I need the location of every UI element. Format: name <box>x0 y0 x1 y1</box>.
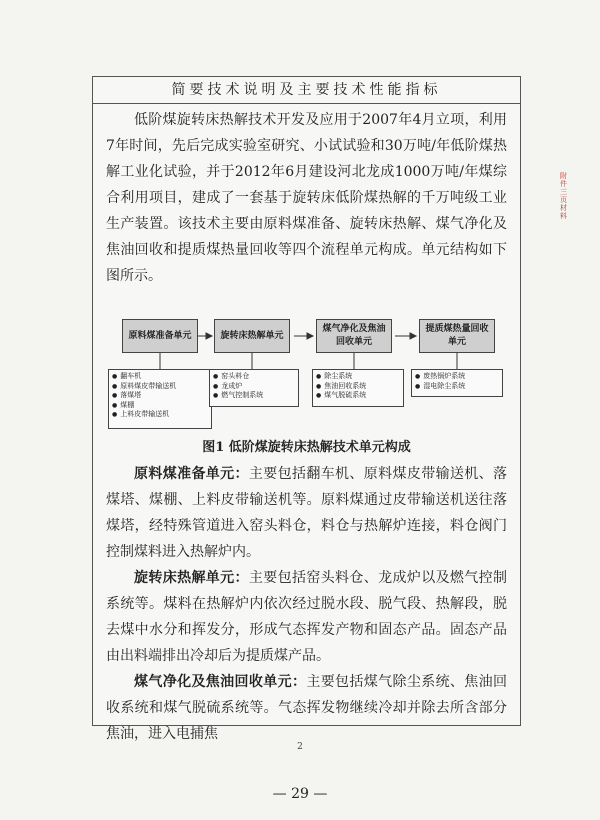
list-item: ● 落煤塔 <box>112 391 208 401</box>
inner-page-number: 2 <box>297 742 303 752</box>
process-flow-diagram <box>106 303 506 429</box>
paragraph-text: 主要包括窑头料仓、龙成炉以及燃气控制系统等。煤料在热解炉内依次经过脱水段、脱气段、热解段，脱去煤中水分和挥发分，形成气态挥发产物和固态产品。固态产品由出料端排出冷却后为提质煤产品。 <box>106 570 508 664</box>
intro-paragraph: 低阶煤旋转床热解技术开发及应用于2007年4月立项，利用7年时间，先后完成实验室研究、小试试验和30万吨/年低阶煤热解工业化试验，并于2012年6月建设河北龙成1000万吨/年煤综合利用项目，建成了一套基于旋转床低阶煤热解的千万吨级工业生产装置。该技术主要由原料煤准备、旋转床热解、煤气净化及焦油回收和提质煤热量回收等四个流程单元构成。单元结构如下图所示。 <box>106 112 507 284</box>
figure-caption: 图1 低阶煤旋转床热解技术单元构成 <box>202 440 411 455</box>
paragraph-text: 主要包括煤气除尘系统、焦油回收系统和煤气脱硫系统等。气态挥发物继续冷却并除去所含部分焦油，进入电捕焦 <box>106 674 508 742</box>
document-body <box>93 104 520 747</box>
heat-recovery-items <box>411 369 503 397</box>
paragraph-heading: 煤气净化及焦油回收单元： <box>134 674 307 690</box>
section-title: 简要技术说明及主要技术性能指标 <box>93 77 520 104</box>
paragraph-text: 主要包括翻车机、原料煤皮带输送机、落煤塔、煤棚、上料皮带输送机等。原料煤通过皮带输送机送往落煤塔，经特殊管道进入窑头料仓，料仓与热解炉连接，料仓阀门控制煤料进入热解炉内。 <box>106 466 508 560</box>
list-item: ● 废热锅炉系统 <box>415 372 499 382</box>
unit-upgraded-coal-heat-recovery: 提质煤热量回收单元 <box>419 319 495 353</box>
paragraph-gas-purification <box>106 669 507 747</box>
page-number: — 29 — <box>272 786 328 802</box>
list-item: ● 龙成炉 <box>213 382 295 392</box>
document-frame <box>92 76 521 742</box>
paragraph-raw-coal-preparation <box>106 461 507 565</box>
raw-coal-preparation-items <box>108 369 212 429</box>
list-item: ● 原料煤皮带输送机 <box>112 382 208 392</box>
list-item: ● 焦油回收系统 <box>316 382 400 392</box>
paragraph-rotary-bed-pyrolysis <box>106 565 507 669</box>
rotary-bed-pyrolysis-items <box>209 369 299 407</box>
gas-purification-items <box>312 369 404 407</box>
paragraph-heading: 原料煤准备单元： <box>134 466 249 482</box>
unit-raw-coal-preparation: 原料煤准备单元 <box>122 319 198 353</box>
unit-gas-purification-tar-recovery: 煤气净化及焦油回收单元 <box>316 319 392 353</box>
list-item: ● 除尘系统 <box>316 372 400 382</box>
paragraph-heading: 旋转床热解单元： <box>134 570 249 586</box>
unit-rotary-bed-pyrolysis: 旋转床热解单元 <box>214 319 290 353</box>
list-item: ● 煤棚 <box>112 401 208 411</box>
list-item: ● 窑头料仓 <box>213 372 295 382</box>
list-item: ● 上料皮带输送机 <box>112 410 208 420</box>
list-item: ● 湿电除尘系统 <box>415 382 499 392</box>
list-item: ● 燃气控制系统 <box>213 391 295 401</box>
list-item: ● 翻车机 <box>112 372 208 382</box>
margin-annotation: 附件三页材料 <box>560 172 568 220</box>
list-item: ● 煤气脱硫系统 <box>316 391 400 401</box>
